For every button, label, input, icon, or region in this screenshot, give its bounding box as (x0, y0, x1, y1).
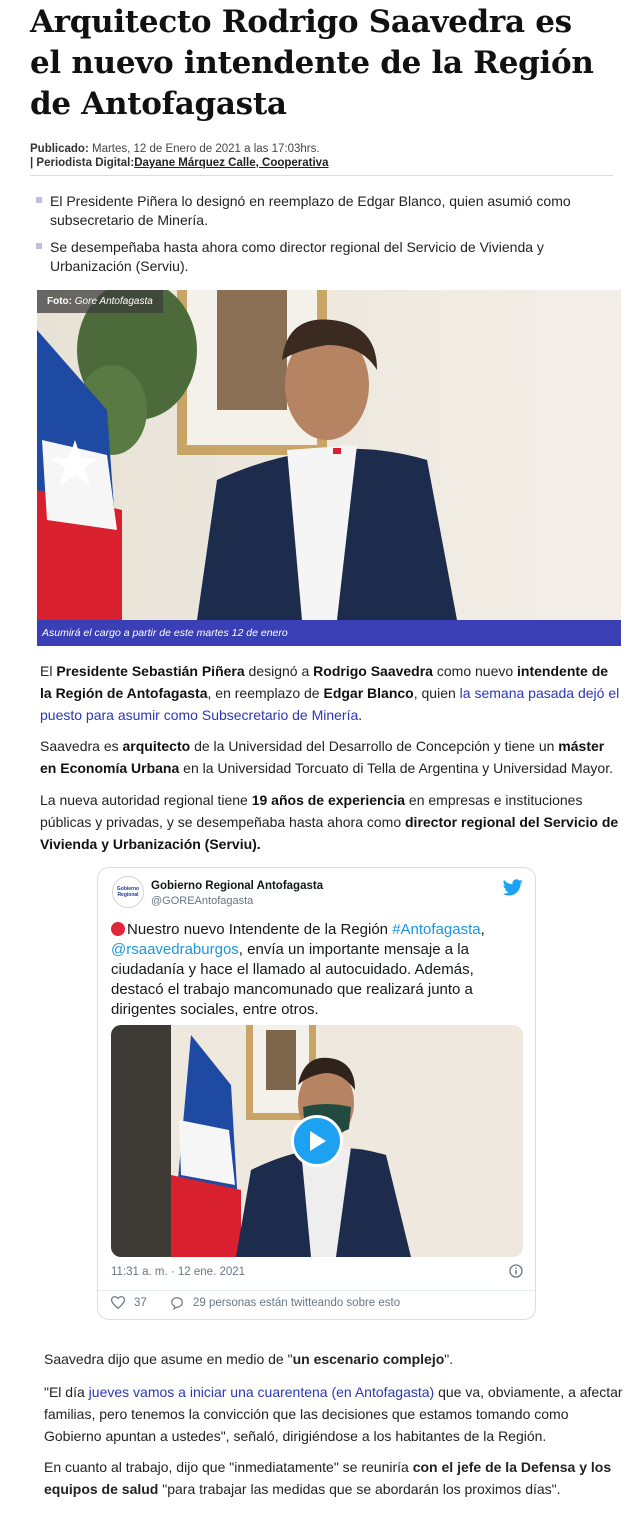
journalist-label: | Periodista Digital: (30, 157, 135, 169)
mining-link[interactable]: la semana pasada dejó el puesto para asumir como Subsecretario de Minería (40, 685, 620, 723)
red-circle-icon (111, 922, 125, 936)
bullet-square-icon (36, 243, 42, 249)
info-icon[interactable] (509, 1264, 523, 1283)
photo-credit: Foto: Gore Antofagasta (37, 290, 163, 313)
published-date: Martes, 12 de Enero de 2021 a las 17:03hrs. (91, 143, 320, 155)
summary-bullet: El Presidente Piñera lo designó en reemplazo de Edgar Blanco, quien asumió como subsecretario de Minería. (36, 192, 606, 230)
article-title: Arquitecto Rodrigo Saavedra es el nuevo intendente de la Región de Antofagasta (30, 4, 594, 122)
embedded-tweet[interactable] (97, 867, 536, 1320)
paragraph-5: "El día jueves vamos a iniciar una cuarentena (en Antofagasta) que va, obviamente, a afectar familias, pero tenemos la convicción que las decisiones que estamos tomando como Gobierno apuntan a ustedes", señaló, dirigiéndose a los habitantes de la Región. (44, 1384, 623, 1444)
tweet-text: Nuestro nuevo Intendente de la Región #Antofagasta, @rsaavedraburgos, envía un importante mensaje a la ciudadanía y hace el llamado al autocuidado. Además, destacó el trabajo mancomunado que realizará junto a dirigentes sociales, entre otros. (111, 921, 485, 1018)
tweet-handle[interactable]: @GOREAntofagasta (151, 895, 254, 907)
speech-bubble-icon (170, 1296, 184, 1310)
twitter-bird-icon[interactable] (503, 879, 523, 901)
journalist-link[interactable]: Dayane Márquez Calle, Cooperativa (134, 157, 329, 169)
published-label: Publicado: (30, 143, 89, 155)
meta-divider (30, 175, 613, 176)
heart-icon (111, 1296, 125, 1309)
paragraph-2: Saavedra es arquitecto de la Universidad del Desarrollo de Concepción y tiene un máster en Economía Urbana en la Universidad Torcuato di Tella de Argentina y Universidad Mayor. (40, 738, 613, 776)
paragraph-1: El Presidente Sebastián Piñera designó a Rodrigo Saavedra como nuevo intendente de la Región de Antofagasta, en reemplazo de Edgar Blanco, quien la semana pasada dejó el puesto para asumir como Subsecretario de Minería. (40, 663, 620, 723)
conversation-link[interactable]: 29 personas están twitteando sobre esto (170, 1296, 400, 1310)
paragraph-3: La nueva autoridad regional tiene 19 años de experiencia en empresas e instituciones públicas y privadas, y se desempeñaba hasta ahora como director regional del Servicio de Vivienda y Urbanización (Serviu). (40, 792, 619, 852)
paragraph-4: Saavedra dijo que asume en medio de "un escenario complejo". (44, 1351, 454, 1367)
article-meta (30, 142, 328, 170)
play-video-button[interactable] (291, 1115, 343, 1167)
mention-link[interactable]: @rsaavedraburgos (111, 941, 239, 958)
summary-bullets (36, 192, 606, 284)
tweet-divider (98, 1290, 535, 1291)
summary-bullet: Se desempeñaba hasta ahora como director regional del Servicio de Vivienda y Urbanización (Serviu). (36, 238, 606, 276)
bullet-square-icon (36, 197, 42, 203)
photo-caption: Asumirá el cargo a partir de este martes 12 de enero (37, 620, 621, 646)
tweet-timestamp[interactable]: 11:31 a. m. · 12 ene. 2021 (111, 1266, 246, 1278)
like-button[interactable] (111, 1296, 147, 1309)
tweet-video[interactable] (111, 1025, 523, 1257)
tweet-avatar[interactable]: Gobierno Regional (112, 876, 144, 908)
hashtag-link[interactable]: #Antofagasta (392, 921, 481, 938)
like-count: 37 (134, 1296, 147, 1309)
paragraph-6: En cuanto al trabajo, dijo que "inmediatamente" se reuniría con el jefe de la Defensa y los equipos de salud "para trabajar las medidas que se abordarán los proximos días". (44, 1459, 612, 1497)
quarantine-link[interactable]: jueves vamos a iniciar una cuarentena (en Antofagasta) (88, 1384, 435, 1400)
tweet-account-name[interactable]: Gobierno Regional Antofagasta (151, 880, 324, 892)
article-photo (37, 290, 621, 620)
